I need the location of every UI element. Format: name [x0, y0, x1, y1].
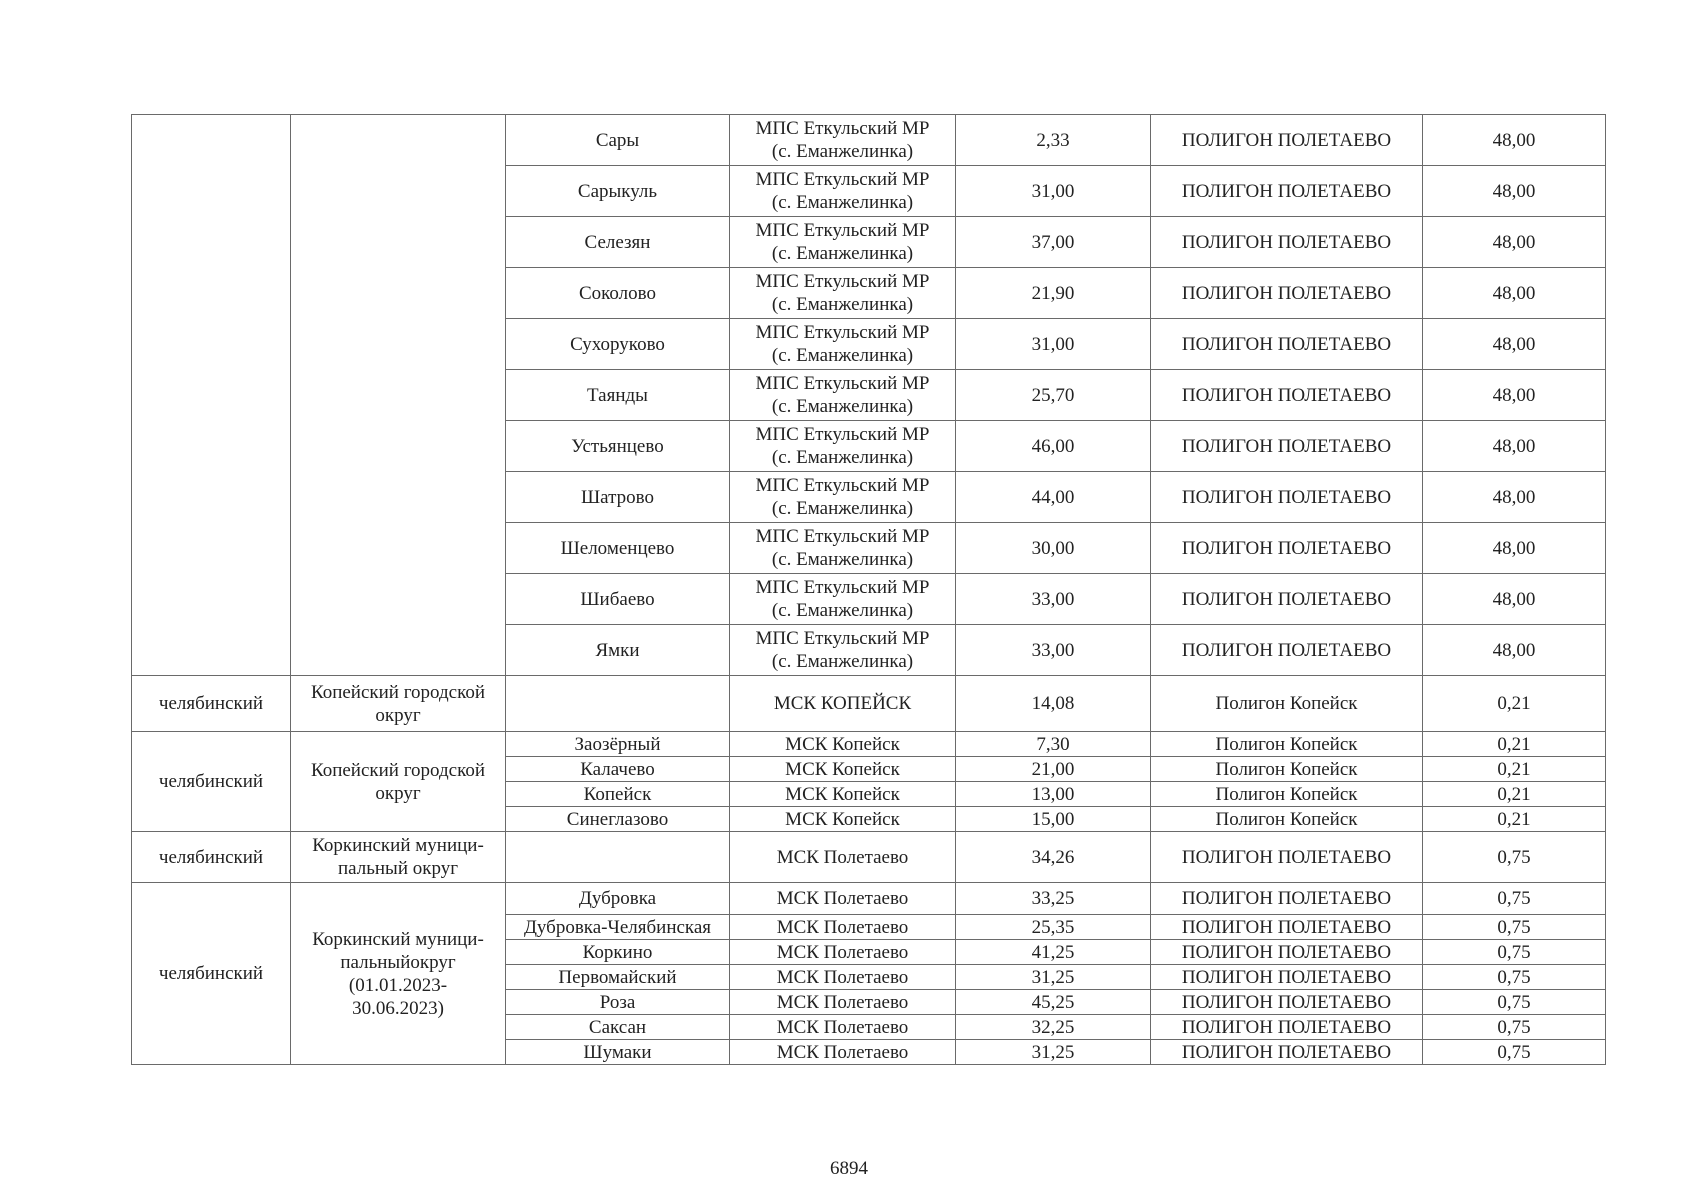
locality-cell: Шибаево	[506, 574, 730, 625]
distance-cell: 21,00	[956, 757, 1151, 782]
source-cell: МСК Полетаево	[730, 1015, 956, 1040]
locality-cell: Шумаки	[506, 1040, 730, 1065]
value-cell: 48,00	[1423, 370, 1606, 421]
value-cell: 48,00	[1423, 166, 1606, 217]
value-cell: 48,00	[1423, 115, 1606, 166]
distance-cell: 7,30	[956, 732, 1151, 757]
district-cell	[291, 115, 506, 676]
value-cell: 0,21	[1423, 807, 1606, 832]
locality-cell: Дубровка-Челябинская	[506, 915, 730, 940]
destination-cell: ПОЛИГОН ПОЛЕТАЕВО	[1151, 472, 1423, 523]
distance-cell: 44,00	[956, 472, 1151, 523]
locality-cell: Селезян	[506, 217, 730, 268]
table-body	[132, 115, 1606, 1065]
source-cell: МПС Еткульский МР (с. Еманжелинка)	[730, 166, 956, 217]
locality-cell: Шеломенцево	[506, 523, 730, 574]
destination-cell: ПОЛИГОН ПОЛЕТАЕВО	[1151, 523, 1423, 574]
destination-cell: Полигон Копейск	[1151, 757, 1423, 782]
source-cell: МПС Еткульский МР (с. Еманжелинка)	[730, 625, 956, 676]
region-cell: челябинский	[132, 832, 291, 883]
destination-cell: ПОЛИГОН ПОЛЕТАЕВО	[1151, 625, 1423, 676]
destination-cell: ПОЛИГОН ПОЛЕТАЕВО	[1151, 1015, 1423, 1040]
locality-cell: Шатрово	[506, 472, 730, 523]
value-cell: 0,75	[1423, 1040, 1606, 1065]
source-cell: МСК Копейск	[730, 782, 956, 807]
value-cell: 0,75	[1423, 990, 1606, 1015]
distance-cell: 14,08	[956, 676, 1151, 732]
value-cell: 0,75	[1423, 940, 1606, 965]
value-cell: 48,00	[1423, 421, 1606, 472]
destination-cell: ПОЛИГОН ПОЛЕТАЕВО	[1151, 217, 1423, 268]
source-cell: МПС Еткульский МР (с. Еманжелинка)	[730, 523, 956, 574]
distance-cell: 31,00	[956, 319, 1151, 370]
destination-cell: ПОЛИГОН ПОЛЕТАЕВО	[1151, 940, 1423, 965]
locality-cell: Дубровка	[506, 883, 730, 915]
locality-cell: Сухоруково	[506, 319, 730, 370]
distance-cell: 37,00	[956, 217, 1151, 268]
distance-cell: 30,00	[956, 523, 1151, 574]
distance-cell: 21,90	[956, 268, 1151, 319]
destination-cell: ПОЛИГОН ПОЛЕТАЕВО	[1151, 115, 1423, 166]
value-cell: 0,75	[1423, 915, 1606, 940]
locality-cell: Сары	[506, 115, 730, 166]
source-cell: МСК Копейск	[730, 732, 956, 757]
destination-cell: ПОЛИГОН ПОЛЕТАЕВО	[1151, 370, 1423, 421]
distance-cell: 31,25	[956, 1040, 1151, 1065]
value-cell: 0,21	[1423, 676, 1606, 732]
region-cell	[132, 115, 291, 676]
locality-cell: Таянды	[506, 370, 730, 421]
source-cell: МСК Полетаево	[730, 965, 956, 990]
value-cell: 48,00	[1423, 268, 1606, 319]
locality-cell: Саксан	[506, 1015, 730, 1040]
locality-cell: Коркино	[506, 940, 730, 965]
source-cell: МСК Полетаево	[730, 883, 956, 915]
locality-cell: Роза	[506, 990, 730, 1015]
value-cell: 0,21	[1423, 757, 1606, 782]
destination-cell: ПОЛИГОН ПОЛЕТАЕВО	[1151, 268, 1423, 319]
value-cell: 48,00	[1423, 523, 1606, 574]
destination-cell: Полигон Копейск	[1151, 732, 1423, 757]
locality-cell: Калачево	[506, 757, 730, 782]
region-cell: челябинский	[132, 676, 291, 732]
distance-cell: 13,00	[956, 782, 1151, 807]
value-cell: 48,00	[1423, 625, 1606, 676]
destination-cell: ПОЛИГОН ПОЛЕТАЕВО	[1151, 832, 1423, 883]
table-row	[132, 832, 1606, 883]
distance-cell: 25,70	[956, 370, 1151, 421]
value-cell: 0,75	[1423, 832, 1606, 883]
district-cell: Копейский городской округ	[291, 732, 506, 832]
region-cell: челябинский	[132, 732, 291, 832]
source-cell: МСК Полетаево	[730, 915, 956, 940]
source-cell: МСК КОПЕЙСК	[730, 676, 956, 732]
source-cell: МСК Полетаево	[730, 940, 956, 965]
destination-cell: ПОЛИГОН ПОЛЕТАЕВО	[1151, 421, 1423, 472]
destination-cell: Полигон Копейск	[1151, 807, 1423, 832]
district-cell: Копейский городской округ	[291, 676, 506, 732]
locality-cell: Соколово	[506, 268, 730, 319]
distance-cell: 15,00	[956, 807, 1151, 832]
value-cell: 0,21	[1423, 732, 1606, 757]
source-cell: МСК Полетаево	[730, 990, 956, 1015]
locality-cell: Заозёрный	[506, 732, 730, 757]
source-cell: МПС Еткульский МР (с. Еманжелинка)	[730, 370, 956, 421]
region-cell: челябинский	[132, 883, 291, 1065]
transport-table	[131, 114, 1606, 1065]
destination-cell: ПОЛИГОН ПОЛЕТАЕВО	[1151, 1040, 1423, 1065]
source-cell: МПС Еткульский МР (с. Еманжелинка)	[730, 472, 956, 523]
destination-cell: ПОЛИГОН ПОЛЕТАЕВО	[1151, 574, 1423, 625]
destination-cell: ПОЛИГОН ПОЛЕТАЕВО	[1151, 990, 1423, 1015]
source-cell: МПС Еткульский МР (с. Еманжелинка)	[730, 421, 956, 472]
destination-cell: Полигон Копейск	[1151, 676, 1423, 732]
distance-cell: 31,00	[956, 166, 1151, 217]
destination-cell: ПОЛИГОН ПОЛЕТАЕВО	[1151, 319, 1423, 370]
source-cell: МСК Полетаево	[730, 1040, 956, 1065]
destination-cell: ПОЛИГОН ПОЛЕТАЕВО	[1151, 166, 1423, 217]
locality-cell: Устьянцево	[506, 421, 730, 472]
distance-cell: 33,00	[956, 625, 1151, 676]
distance-cell: 45,25	[956, 990, 1151, 1015]
source-cell: МСК Полетаево	[730, 832, 956, 883]
table-row	[132, 115, 1606, 166]
source-cell: МСК Копейск	[730, 807, 956, 832]
distance-cell: 46,00	[956, 421, 1151, 472]
source-cell: МПС Еткульский МР (с. Еманжелинка)	[730, 217, 956, 268]
value-cell: 48,00	[1423, 574, 1606, 625]
page-number: 6894	[830, 1158, 868, 1179]
value-cell: 48,00	[1423, 472, 1606, 523]
locality-cell	[506, 832, 730, 883]
destination-cell: Полигон Копейск	[1151, 782, 1423, 807]
district-cell: Коркинский муници- пальный округ	[291, 832, 506, 883]
distance-cell: 32,25	[956, 1015, 1151, 1040]
table-row	[132, 676, 1606, 732]
source-cell: МПС Еткульский МР (с. Еманжелинка)	[730, 115, 956, 166]
locality-cell: Ямки	[506, 625, 730, 676]
value-cell: 0,75	[1423, 883, 1606, 915]
destination-cell: ПОЛИГОН ПОЛЕТАЕВО	[1151, 965, 1423, 990]
value-cell: 0,75	[1423, 965, 1606, 990]
value-cell: 48,00	[1423, 217, 1606, 268]
distance-cell: 2,33	[956, 115, 1151, 166]
value-cell: 0,21	[1423, 782, 1606, 807]
distance-cell: 25,35	[956, 915, 1151, 940]
distance-cell: 31,25	[956, 965, 1151, 990]
value-cell: 0,75	[1423, 1015, 1606, 1040]
locality-cell: Первомайский	[506, 965, 730, 990]
distance-cell: 33,25	[956, 883, 1151, 915]
locality-cell	[506, 676, 730, 732]
table-row	[132, 883, 1606, 915]
district-cell: Коркинский муници- пальныйокруг (01.01.2023- 30.06.2023)	[291, 883, 506, 1065]
locality-cell: Синеглазово	[506, 807, 730, 832]
source-cell: МПС Еткульский МР (с. Еманжелинка)	[730, 268, 956, 319]
locality-cell: Сарыкуль	[506, 166, 730, 217]
source-cell: МПС Еткульский МР (с. Еманжелинка)	[730, 574, 956, 625]
distance-cell: 33,00	[956, 574, 1151, 625]
destination-cell: ПОЛИГОН ПОЛЕТАЕВО	[1151, 883, 1423, 915]
distance-cell: 41,25	[956, 940, 1151, 965]
distance-cell: 34,26	[956, 832, 1151, 883]
locality-cell: Копейск	[506, 782, 730, 807]
value-cell: 48,00	[1423, 319, 1606, 370]
table-row	[132, 732, 1606, 757]
destination-cell: ПОЛИГОН ПОЛЕТАЕВО	[1151, 915, 1423, 940]
source-cell: МСК Копейск	[730, 757, 956, 782]
source-cell: МПС Еткульский МР (с. Еманжелинка)	[730, 319, 956, 370]
